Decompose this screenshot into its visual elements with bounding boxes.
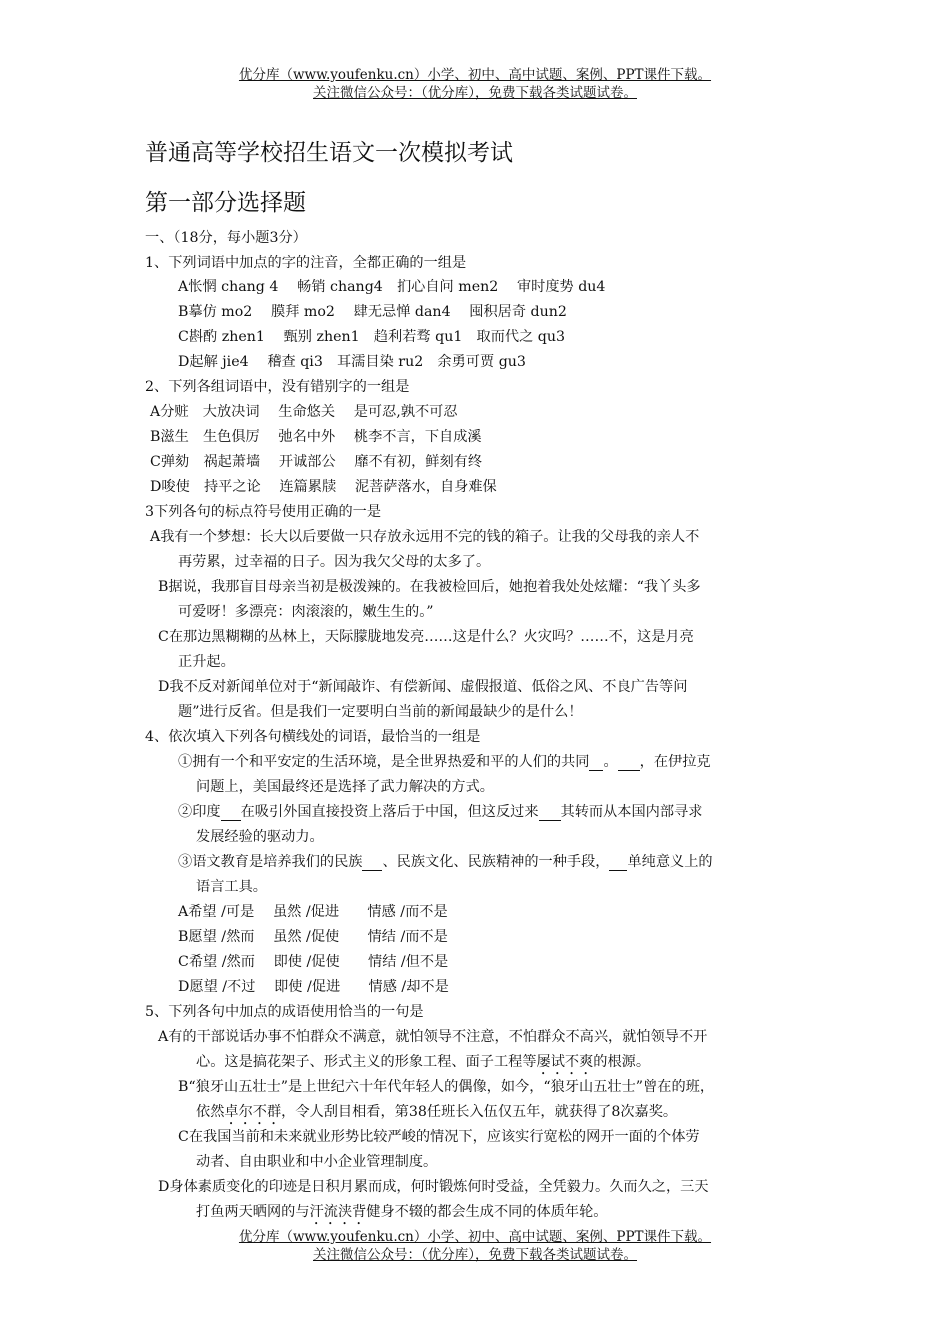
question-5-option-d-line-1: D身体素质变化的印迹是日积月累而成，何时锻炼何时受益，全凭毅力。久而久之，三天 [158,1179,709,1195]
question-1-option-c: C斟酌 zhen1 甄别 zhen1 趋利若骛 qu1 取而代之 qu3 [178,329,566,345]
blank [618,754,640,771]
question-1-option-d: D起解 jie4 稽查 qi3 耳濡目染 ru2 余勇可贾 gu3 [178,354,526,370]
dotted-idiom: 卓尔不群 [224,1104,282,1120]
sentence-text: 单纯意义上的 [627,854,713,870]
header-line-2[interactable]: 关注微信公众号：（优分库），免费下载各类试题试卷。 [313,85,637,101]
question-1-option-a: A怅惘 chang 4 畅销 chang4 扪心自问 men2 审时度势 du4 [178,279,606,295]
question-4-sentence-3-line-2: 语言工具。 [196,879,267,895]
question-1-option-b: B摹仿 mo2 膜拜 mo2 肆无忌惮 dan4 囤积居奇 dun2 [178,304,567,320]
question-4-sentence-1-line-1 [178,751,711,771]
question-3-stem: 3下列各句的标点符号使用正确的一是 [145,504,382,520]
question-2-option-b: B滋生 生色俱厉 弛名中外 桃李不言，下自成溪 [150,429,482,445]
sentence-text: 在吸引外国直接投资上落后于中国，但这反过来 [240,804,539,820]
question-4-option-c: C希望 /然而 即使 /促使 情结 /但不是 [178,954,449,970]
section-heading: 一、（18分，每小题3分） [145,230,307,246]
question-5-option-c-line-1: C在我国当前和未来就业形势比较严峻的情况下，应该实行宽松的网开一面的个体劳 [178,1129,700,1145]
question-4-sentence-2-line-2: 发展经验的驱动力。 [196,829,324,845]
sentence-text: 、民族文化、民族精神的一种手段， [382,854,610,870]
question-3-option-b-line-1: B据说，我那盲目母亲当初是极泼辣的。在我被检回后，她抱着我处处炫耀：“我丫头多 [158,579,701,595]
question-2-option-d: D唆使 持平之论 连篇累牍 泥菩萨落水，自身难保 [150,479,497,495]
question-2-stem: 2、下列各组词语中，没有错别字的一组是 [145,379,410,395]
dotted-idiom: 汗流浃背 [309,1204,367,1220]
question-5-option-d-line-2 [196,1201,607,1228]
question-5-option-b-line-1: B“狼牙山五壮士”是上世纪六十年代年轻人的偶像，如今，“狼牙山五壮士”曾在的班， [178,1079,715,1095]
dotted-idiom: 屡试不爽 [536,1054,594,1070]
page-header [0,66,950,102]
sentence-text: 其转而从本国内部寻求 [560,804,703,820]
sentence-text: ①拥有一个和平安定的生活环境，是全世界热爱和平的人们的共同 [178,754,590,770]
header-line-1[interactable]: 优分库（www.youfenku.cn）小学、初中、高中试题、案例、PPT课件下载。 [238,67,712,83]
footer-line-1[interactable]: 优分库（www.youfenku.cn）小学、初中、高中试题、案例、PPT课件下载。 [238,1229,712,1245]
question-4-stem: 4、依次填入下列各句横线处的词语，最恰当的一组是 [145,729,481,745]
question-5-option-a-line-2 [196,1051,650,1078]
sentence-text: ②印度 [178,804,221,820]
blank [539,804,561,821]
question-4-sentence-1-line-2: 问题上，美国最终还是选择了武力解决的方式。 [196,779,494,795]
sentence-text: 。 [603,754,618,770]
question-2-option-a: A分赃 大放决词 生命悠关 是可忍,孰不可忍 [150,404,458,420]
question-3-option-d-line-1: D我不反对新闻单位对于“新闻敲诈、有偿新闻、虚假报道、低俗之风、不良广告等问 [158,679,688,695]
sentence-text: 依然 [196,1104,225,1120]
blank [221,804,241,821]
question-5-option-b-line-2 [196,1101,677,1128]
blank [589,754,603,771]
question-3-option-b-line-2: 可爱呀！多漂亮：肉滚滚的，嫩生生的。” [178,604,434,620]
question-3-option-c-line-1: C在那边黑糊糊的丛林上，天际朦胧地发亮……这是什么？火灾吗？……不，这是月亮 [158,629,694,645]
question-3-option-a-line-2: 再劳累，过幸福的日子。因为我欠父母的太多了。 [178,554,491,570]
page-footer [0,1228,950,1264]
question-4-sentence-3-line-1 [178,851,713,871]
sentence-text: 的根源。 [593,1054,651,1070]
footer-line-2[interactable]: 关注微信公众号：（优分库），免费下载各类试题试卷。 [313,1247,637,1263]
blank [609,854,627,871]
sentence-text: ③语文教育是培养我们的民族 [178,854,363,870]
question-3-option-c-line-2: 正升起。 [178,654,235,670]
question-2-option-c: C弹劾 祸起萧墙 开诚部公 靡不有初，鲜刻有终 [150,454,483,470]
section-title: 第一部分选择题 [145,190,306,216]
blank [362,854,382,871]
question-4-sentence-2-line-1 [178,801,702,821]
question-3-option-a-line-1: A我有一个梦想：长大以后要做一只存放永远用不完的钱的箱子。让我的父母我的亲人不 [150,529,700,545]
sentence-text: ，在伊拉克 [639,754,711,770]
sentence-text: ，令人刮目相看，第38任班长入伍仅五年，就获得了8次嘉奖。 [281,1104,678,1120]
question-4-option-d: D愿望 /不过 即使 /促进 情感 /却不是 [178,979,449,995]
sentence-text: 健身不辍的都会生成不同的体质年轮。 [366,1204,608,1220]
question-4-option-a: A希望 /可是 虽然 /促进 情感 /而不是 [178,904,448,920]
question-5-stem: 5、下列各句中加点的成语使用恰当的一句是 [145,1004,424,1020]
question-3-option-d-line-2: 题”进行反省。但是我们一定要明白当前的新闻最缺少的是什么！ [178,704,583,720]
question-5-option-a-line-1: A有的干部说话办事不怕群众不满意，就怕领导不注意，不怕群众不高兴，就怕领导不开 [158,1029,708,1045]
sentence-text: 打鱼两天晒网的与 [196,1204,310,1220]
sentence-text: 心。这是搞花架子、形式主义的形象工程、面子工程等 [196,1054,537,1070]
question-1-stem: 1、下列词语中加点的字的注音，全都正确的一组是 [145,255,467,271]
question-4-option-b: B愿望 /然而 虽然 /促使 情结 /而不是 [178,929,448,945]
exam-title: 普通高等学校招生语文一次模拟考试 [145,140,513,166]
question-5-option-c-line-2: 动者、自由职业和中小企业管理制度。 [196,1154,438,1170]
